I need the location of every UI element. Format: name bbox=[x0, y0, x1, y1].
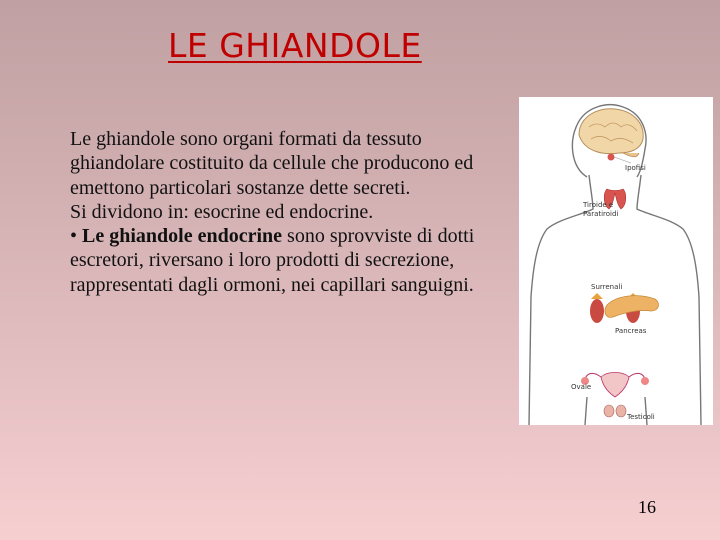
paragraph-endocrine bbox=[70, 224, 510, 297]
kidney-left bbox=[590, 299, 604, 323]
label-ipofisi: Ipofisi bbox=[625, 164, 646, 172]
slide-title: LE GHIANDOLE bbox=[168, 26, 422, 65]
cerebellum bbox=[623, 153, 639, 157]
ovary-right bbox=[641, 377, 649, 385]
uterus bbox=[601, 373, 629, 398]
label-testicoli: Testicoli bbox=[627, 413, 655, 421]
page-number: 16 bbox=[638, 497, 656, 517]
paragraph-classification: Si dividono in: esocrine ed endocrine. bbox=[70, 200, 374, 223]
testicle-right bbox=[616, 405, 626, 417]
endocrine-description: sono sprovviste di dotti escretori, riversano i loro prodotti di secrezione, rappresentati dagli ormoni, nei capillari sanguigni. bbox=[70, 225, 475, 296]
testicle-left bbox=[604, 405, 614, 417]
body-diagram bbox=[519, 97, 713, 425]
label-pancreas: Pancreas bbox=[615, 327, 647, 335]
slide-body bbox=[70, 127, 510, 297]
pituitary-gland bbox=[608, 154, 615, 161]
adrenal-left bbox=[591, 293, 603, 299]
endocrine-term: Le ghiandole endocrine bbox=[82, 225, 283, 248]
label-surrenali: Surrenali bbox=[591, 283, 623, 291]
label-paratiroidi: Paratiroidi bbox=[583, 210, 619, 218]
ipofisi-pointer bbox=[614, 157, 631, 163]
bullet-marker: • bbox=[70, 225, 78, 248]
label-ovaie: Ovaie bbox=[571, 383, 592, 391]
brain bbox=[579, 109, 643, 154]
endocrine-glands-illustration bbox=[519, 97, 713, 425]
label-tiroide: Tiroide e bbox=[583, 201, 614, 209]
paragraph-definition: Le ghiandole sono organi formati da tessuto ghiandolare costituito da cellule che producono ed emettono particolari sostanze dette secreti. bbox=[70, 128, 474, 199]
